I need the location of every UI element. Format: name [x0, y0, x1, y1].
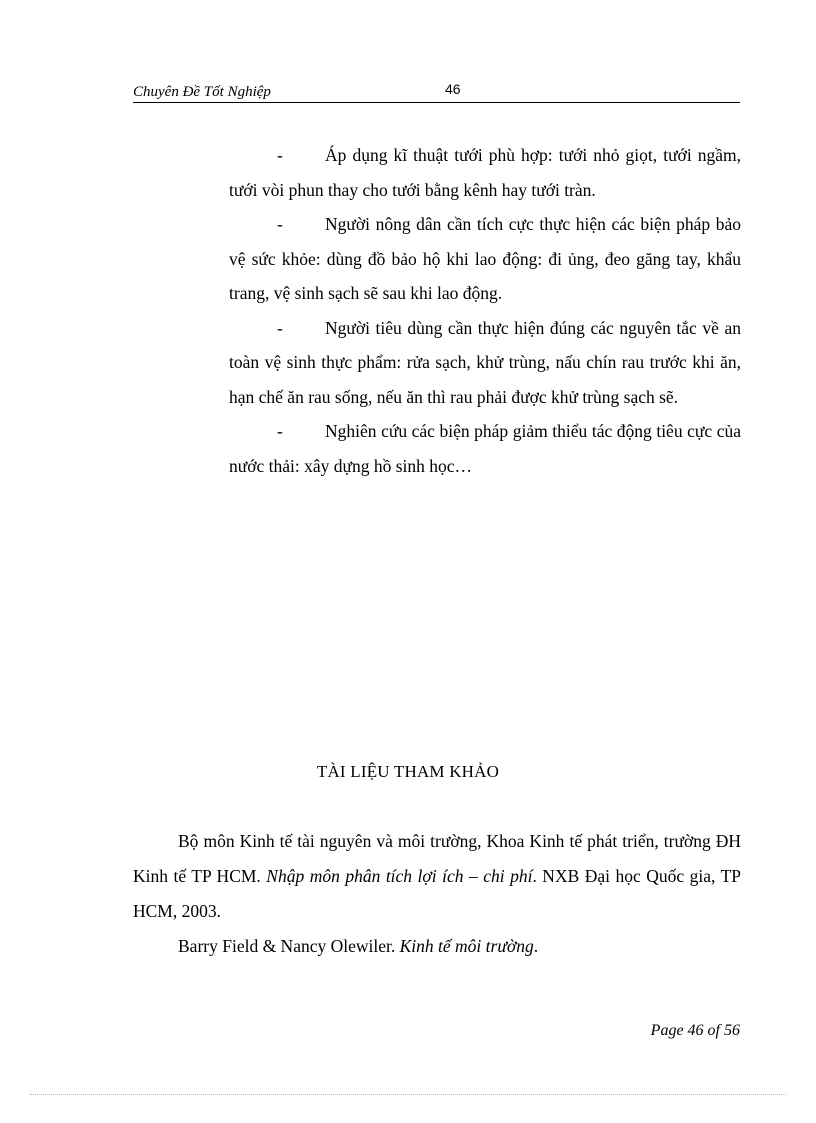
reference-title: Kinh tế môi trường — [399, 936, 534, 956]
bullet-text: Áp dụng kĩ thuật tưới phù hợp: tưới nhỏ giọt, tưới ngầm, tưới vòi phun thay cho tưới bằng kênh hay tưới tràn. — [229, 145, 741, 200]
bullet-marker: - — [277, 317, 283, 338]
bullet-text: Người tiêu dùng cần thực hiện đúng các nguyên tắc về an toàn vệ sinh thực phẩm: rửa sạch, khử trùng, nấu chín rau trước khi ăn, hạn chế ăn rau sống, nếu ăn thì rau phải được khử trùng sạch sẽ. — [229, 317, 741, 407]
body-text — [229, 138, 741, 483]
reference-title: Nhập môn phân tích lợi ích – chi phí — [266, 866, 533, 886]
bullet-text: Nghiên cứu các biện pháp giảm thiểu tác động tiêu cực của nước thải: xây dựng hồ sinh học… — [229, 421, 741, 476]
reference-authors: Bộ môn Kinh tế tài nguyên và môi trường, Khoa Kinh tế phát triển, trường ĐH Kinh tế TP HCM. — [133, 831, 741, 886]
reference-item — [133, 824, 741, 929]
header-title: Chuyên Đề Tốt Nghiệp — [133, 84, 271, 100]
references-heading: TÀI LIỆU THAM KHẢO — [316, 762, 500, 781]
page-footer: Page 46 of 56 — [650, 1022, 740, 1039]
bullet-text: Người nông dân cần tích cực thực hiện các biện pháp bảo vệ sức khỏe: dùng đồ bảo hộ khi lao động: đi ủng, đeo găng tay, khẩu trang, vệ sinh sạch sẽ sau khi lao động. — [229, 214, 741, 303]
bullet-paragraph — [229, 311, 741, 415]
bullet-marker: - — [277, 145, 283, 165]
reference-publisher: . NXB Đại học Quốc gia, TP HCM, 2003. — [133, 866, 741, 921]
page-bottom-divider — [30, 1094, 786, 1095]
references-list — [133, 824, 741, 964]
bullet-paragraph — [229, 138, 741, 207]
bullet-paragraph — [229, 414, 741, 483]
bullet-marker: - — [277, 421, 283, 441]
bullet-paragraph — [229, 207, 741, 311]
reference-publisher: . — [533, 936, 539, 956]
bullet-marker: - — [277, 214, 283, 234]
reference-authors: Barry Field & Nancy Olewiler. — [178, 936, 400, 956]
page-header — [133, 80, 740, 103]
reference-item — [133, 929, 741, 964]
header-page-number: 46 — [445, 81, 461, 97]
